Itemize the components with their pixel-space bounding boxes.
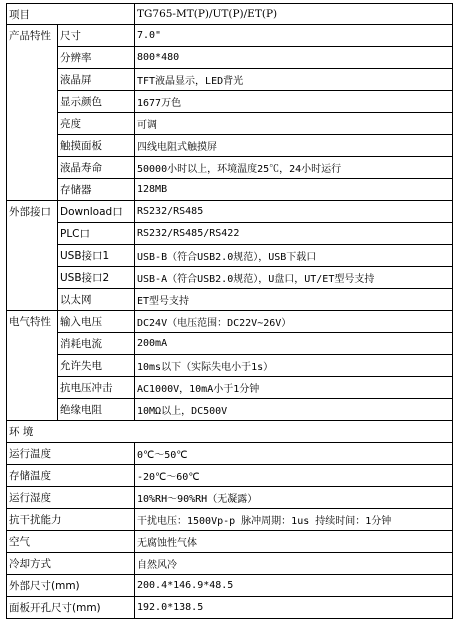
row-value: DC24V（电压范围：DC22V~26V） [135,311,453,333]
row-value: TFT液晶显示，LED背光 [135,69,453,91]
group-label-electrical: 电气特性 [7,311,58,421]
row-value: 无腐蚀性气体 [135,531,453,553]
table-row [7,597,453,619]
row-value: ET型号支持 [135,289,453,311]
group-label-product: 产品特性 [7,25,58,201]
row-value: AC1000V，10mA小于1分钟 [135,377,453,399]
row-label: 存储器 [58,179,135,201]
table-row [7,47,453,69]
table-row [7,179,453,201]
table-row [7,553,453,575]
row-label: PLC口 [58,223,135,245]
row-label: 液晶屏 [58,69,135,91]
table-row [7,509,453,531]
row-label: 冷却方式 [7,553,135,575]
environment-title: 环 境 [7,421,453,443]
row-value: -20℃～60℃ [135,465,453,487]
row-label: 运行湿度 [7,487,135,509]
row-label: 尺寸 [58,25,135,47]
row-label: 亮度 [58,113,135,135]
table-row [7,245,453,267]
row-label: 面板开孔尺寸(mm) [7,597,135,619]
row-value: RS232/RS485 [135,201,453,223]
model-name: TG765-MT(P)/UT(P)/ET(P) [135,4,453,25]
table-row [7,465,453,487]
row-label: 外部尺寸(mm) [7,575,135,597]
row-label: 分辨率 [58,47,135,69]
row-value: 800*480 [135,47,453,69]
row-label: 输入电压 [58,311,135,333]
row-label: 存储温度 [7,465,135,487]
table-row [7,377,453,399]
table-row [7,223,453,245]
row-value: 四线电阻式触摸屏 [135,135,453,157]
row-label: 运行温度 [7,443,135,465]
table-row [7,399,453,421]
row-label: 抗电压冲击 [58,377,135,399]
table-row [7,91,453,113]
row-label: USB接口2 [58,267,135,289]
table-row [7,201,453,223]
table-row [7,311,453,333]
row-label: 允许失电 [58,355,135,377]
row-value: USB-A（符合USB2.0规范），U盘口，UT/ET型号支持 [135,267,453,289]
group-label-interfaces: 外部接口 [7,201,58,311]
row-value: 50000小时以上，环境温度25℃，24小时运行 [135,157,453,179]
table-row [7,267,453,289]
row-value: 192.0*138.5 [135,597,453,619]
row-label: 显示颜色 [58,91,135,113]
table-row [7,487,453,509]
row-label: 绝缘电阻 [58,399,135,421]
table-row [7,25,453,47]
row-value: 10%RH～90%RH（无凝露） [135,487,453,509]
table-header-row [7,4,453,25]
section-title-row [7,421,453,443]
row-label: 触摸面板 [58,135,135,157]
row-value: 200.4*146.9*48.5 [135,575,453,597]
row-label: 以太网 [58,289,135,311]
table-row [7,531,453,553]
table-row [7,575,453,597]
row-value: 可调 [135,113,453,135]
row-value: USB-B（符合USB2.0规范），USB下载口 [135,245,453,267]
row-value: 128MB [135,179,453,201]
table-row [7,443,453,465]
table-row [7,333,453,355]
row-label: 抗干扰能力 [7,509,135,531]
table-row [7,135,453,157]
row-value: 10MΩ以上，DC500V [135,399,453,421]
row-value: RS232/RS485/RS422 [135,223,453,245]
row-value: 7.0" [135,25,453,47]
row-label: Download口 [58,201,135,223]
spec-table [6,3,453,619]
row-label: 消耗电流 [58,333,135,355]
header-label: 项目 [7,4,135,25]
table-row [7,113,453,135]
row-value: 1677万色 [135,91,453,113]
table-row [7,157,453,179]
row-value: 0℃～50℃ [135,443,453,465]
table-row [7,355,453,377]
row-label: 液晶寿命 [58,157,135,179]
row-label: USB接口1 [58,245,135,267]
table-row [7,289,453,311]
row-value: 自然风冷 [135,553,453,575]
row-value: 200mA [135,333,453,355]
row-value: 10ms以下（实际失电小于1s） [135,355,453,377]
table-row [7,69,453,91]
row-value: 干扰电压：1500Vp-p 脉冲周期：1us 持续时间：1分钟 [135,509,453,531]
row-label: 空气 [7,531,135,553]
